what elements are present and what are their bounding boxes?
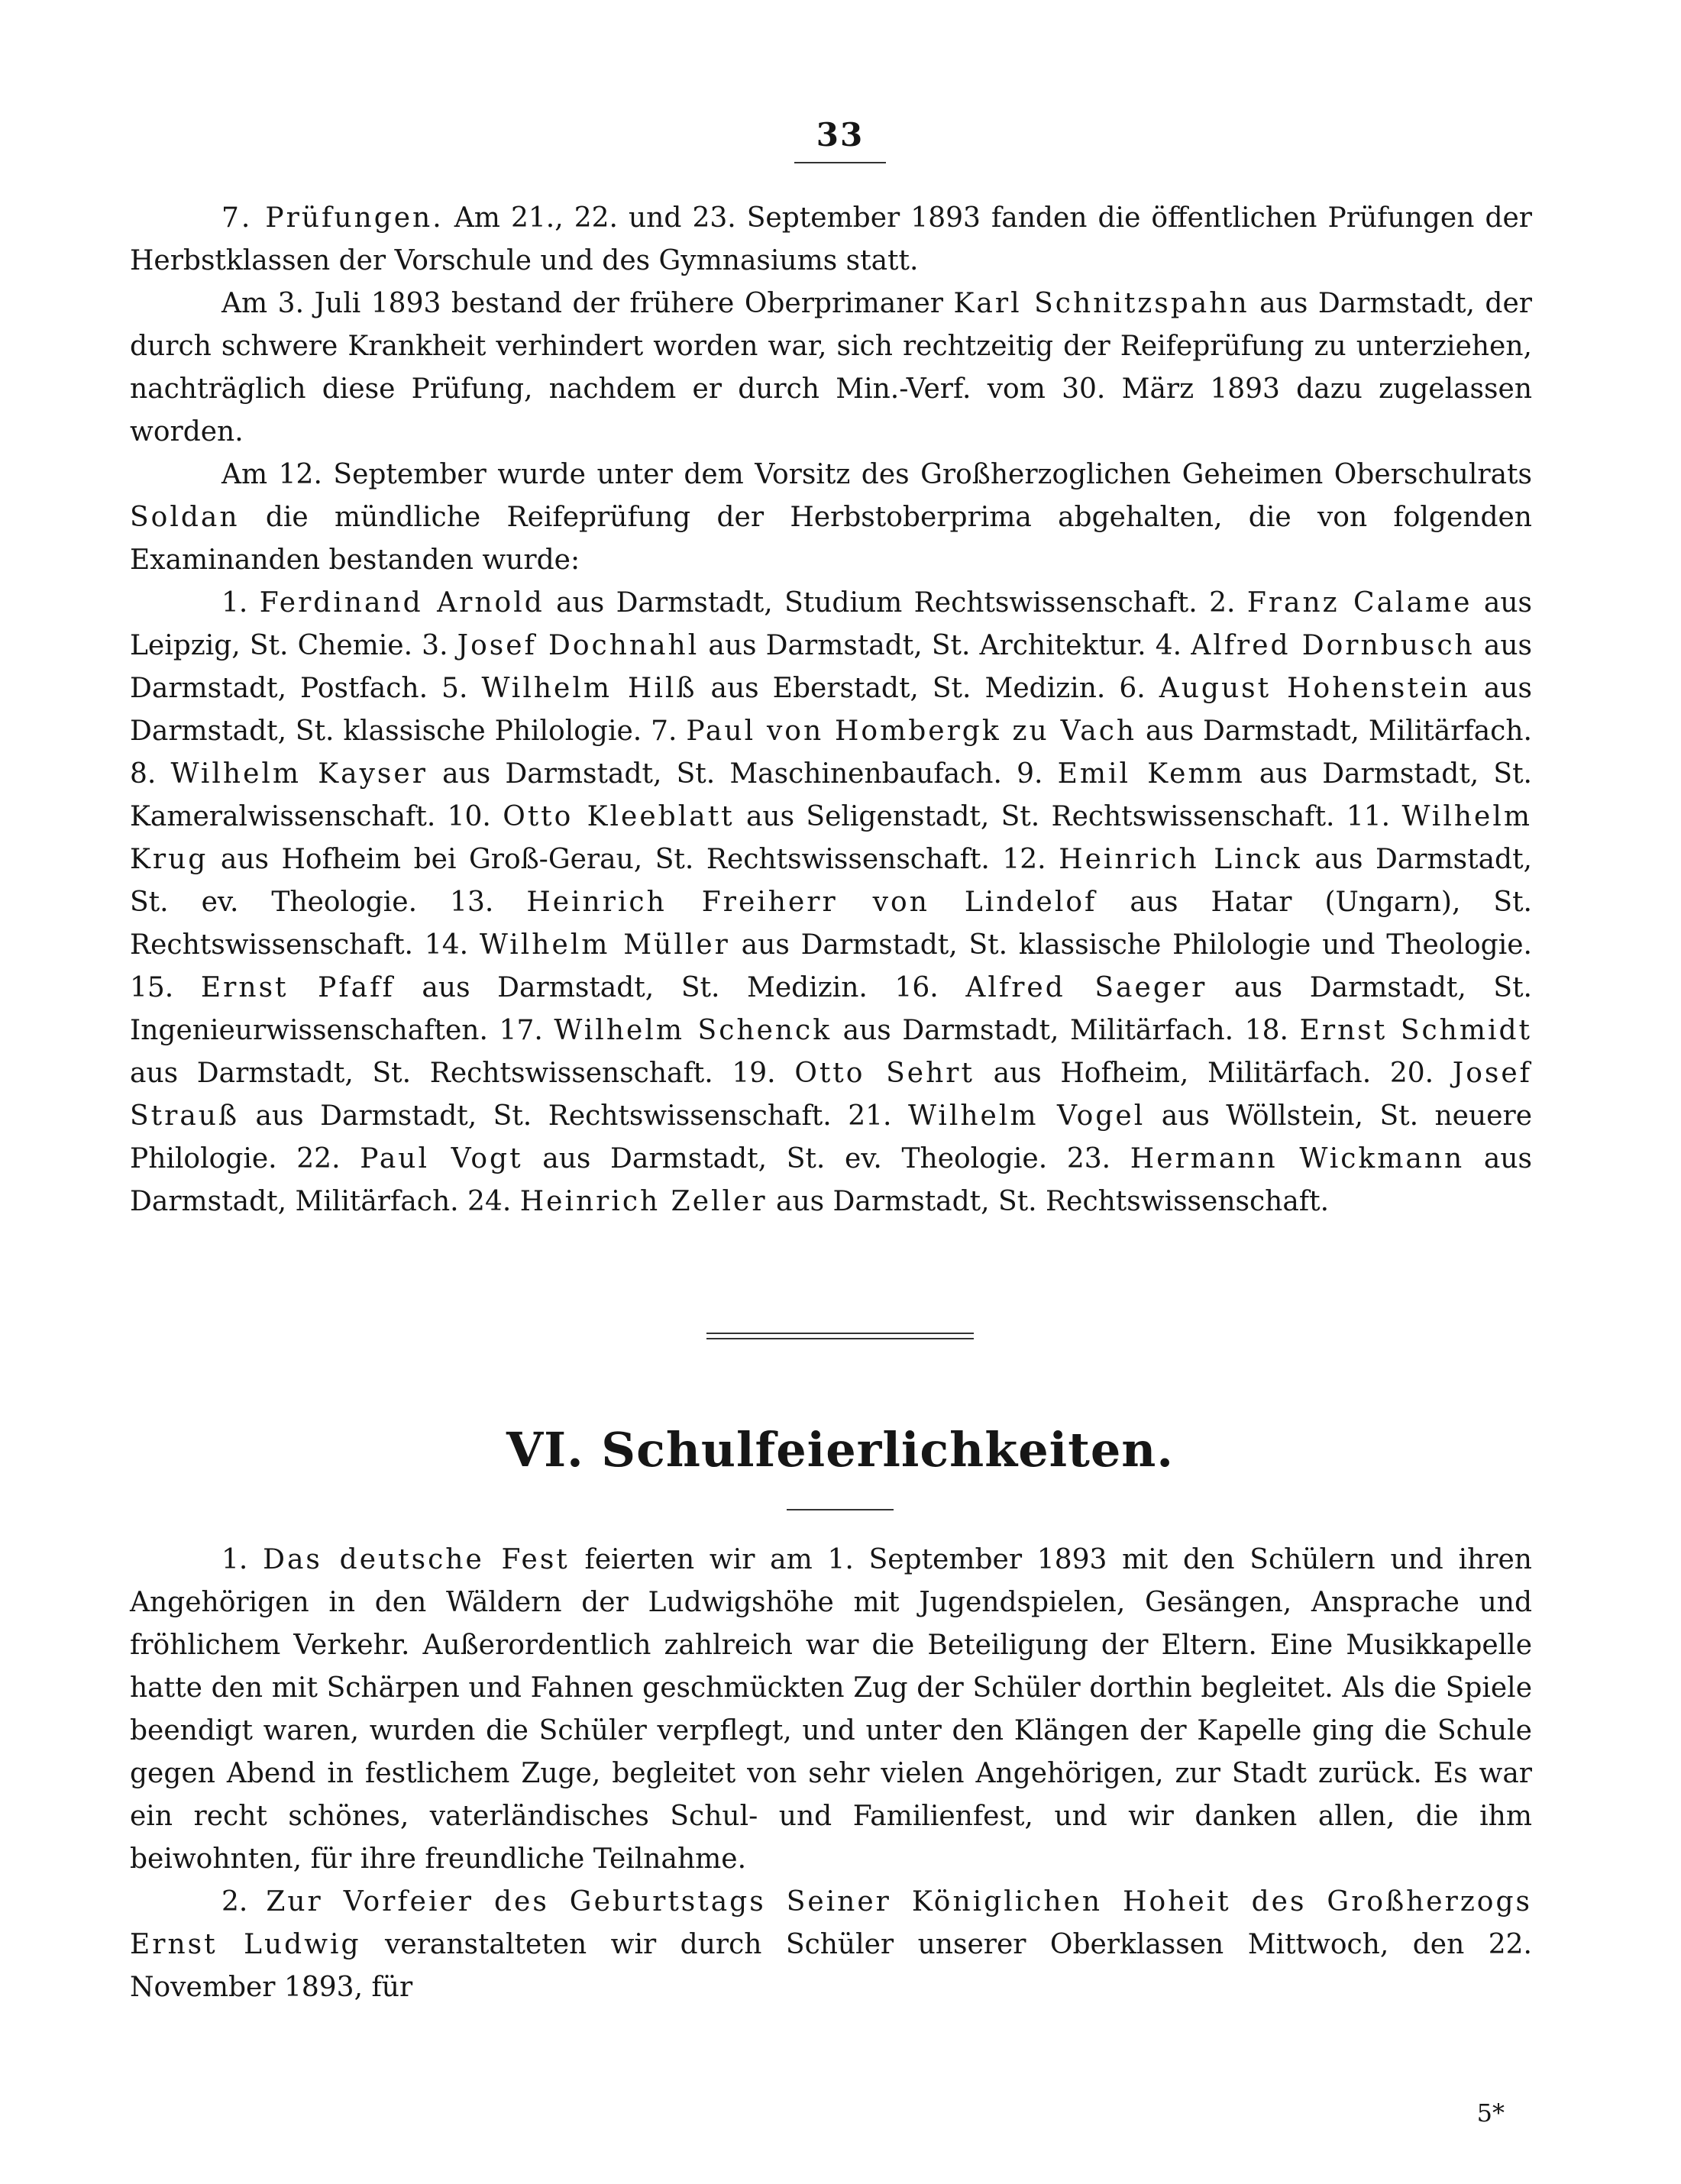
graduate-detail: aus Darmstadt, St. Medizin.: [394, 972, 895, 1003]
paragraph-lead: Das deutsche Fest: [263, 1544, 570, 1575]
graduate-name: Wilhelm Krug: [130, 801, 1532, 875]
graduate-detail: aus Seligenstadt, St. Rechtswissenschaft.: [734, 801, 1346, 832]
section-v-continuation: [130, 197, 1532, 1223]
section-vi-body: [130, 1539, 1532, 2009]
graduate-detail: aus Darmstadt, Postfach.: [130, 630, 1532, 704]
graduate-entry: [221, 587, 1209, 619]
graduate-detail: aus Darmstadt, St. Rechtswissenschaft.: [239, 1100, 849, 1132]
graduate-number: 9.: [1017, 758, 1043, 790]
graduate-detail: aus Darmstadt, St. Maschinenbaufach.: [427, 758, 1017, 790]
graduate-name: Paul Vogt: [360, 1143, 523, 1174]
graduate-detail: aus Hofheim, Militärfach.: [974, 1058, 1390, 1089]
graduate-name: Wilhelm Hilß: [481, 673, 697, 704]
graduate-number: 17.: [499, 1015, 543, 1046]
graduate-number: 21.: [848, 1100, 892, 1132]
person-name: Soldan: [130, 502, 240, 533]
graduate-detail: aus Darmstadt, Studium Rechtswissenschaft.: [544, 587, 1210, 619]
graduate-number: 5.: [441, 673, 468, 704]
title-rule: [787, 1509, 894, 1510]
graduate-number: 4.: [1155, 630, 1182, 661]
paragraph-deutsches-fest: 1. Das deutsche Fest feierten wir am 1. September 1893 mit den Schülern und ihren Angehörigen in den Wäldern der Ludwigshöhe mit Jugendspielen, Gesängen, Ansprache und fröhlichem Verkehr. Außerordentlich zahlreich war die Beteiligung der Eltern. Eine Musikkapelle hatte den mit Schärpen und Fahnen geschmückten Zug der Schüler dorthin begleitet. Als die Spiele beendigt waren, wurden die Schüler verpflegt, und unter den Klängen der Kapelle ging die Schule gegen Abend in festlichem Zuge, begleitet von sehr vielen Angehörigen, zur Stadt zurück. Es war ein recht schönes, vaterländisches Schul- und Familienfest, und wir danken allen, die ihm beiwohnten, für ihre freundliche Teilnahme.: [130, 1544, 1532, 1875]
graduates-list: [130, 582, 1532, 1223]
graduate-number: 3.: [422, 630, 448, 661]
graduate-name: Ferdinand Arnold: [259, 587, 545, 619]
graduate-entry: [422, 630, 1156, 661]
graduate-number: 22.: [296, 1143, 341, 1174]
graduate-number: 6.: [1119, 673, 1146, 704]
graduate-detail: aus Leipzig, St. Chemie.: [130, 587, 1532, 661]
graduate-number: 8.: [130, 758, 157, 790]
graduate-name: Otto Kleeblatt: [503, 801, 735, 832]
graduate-name: Wilhelm Kayser: [170, 758, 428, 790]
graduate-detail: aus Darmstadt, Militärfach.: [130, 1143, 1532, 1217]
graduate-name: Wilhelm Müller: [479, 929, 730, 961]
graduate-number: 18.: [1244, 1015, 1288, 1046]
graduate-name: Josef Strauß: [130, 1058, 1532, 1132]
graduate-number: 23.: [1066, 1143, 1111, 1174]
graduate-name: Franz Calame: [1246, 587, 1472, 619]
graduate-number: 14.: [424, 929, 469, 961]
graduate-detail: aus Darmstadt, Militärfach.: [1136, 716, 1532, 747]
graduate-number: 11.: [1346, 801, 1391, 832]
graduate-number: 13.: [450, 887, 494, 918]
graduate-entry: [732, 1058, 1389, 1089]
graduate-name: Heinrich Zeller: [519, 1186, 768, 1217]
section-title: VI. Schulfeierlichkeiten.: [506, 1422, 1174, 1478]
graduate-number: 20.: [1389, 1058, 1434, 1089]
graduate-number: 24.: [467, 1186, 512, 1217]
paragraph-pruefungen: [130, 197, 1532, 283]
graduate-detail: aus Darmstadt, Militärfach.: [832, 1015, 1245, 1046]
graduate-name: August Hohenstein: [1159, 673, 1470, 704]
graduate-number: 15.: [130, 972, 174, 1003]
graduate-number: 19.: [732, 1058, 776, 1089]
graduate-name: Alfred Saeger: [965, 972, 1207, 1003]
graduate-detail: aus Darmstadt, St. Rechtswissenschaft.: [130, 1058, 732, 1089]
graduate-detail: aus Darmstadt, St. ev. Theologie.: [130, 844, 1533, 918]
page-number-rule: [794, 162, 886, 163]
graduate-entry: [448, 801, 1346, 832]
graduate-name: Paul von Hombergk zu Vach: [686, 716, 1137, 747]
paragraph-label: 7. Prüfungen.: [221, 202, 444, 234]
graduate-detail: aus Darmstadt, St. Ingenieurwissenschaften.: [130, 972, 1532, 1046]
graduate-entry: [499, 1015, 1245, 1046]
graduate-detail: aus Darmstadt, St. Rechtswissenschaft.: [767, 1186, 1330, 1217]
graduate-name: Wilhelm Vogel: [907, 1100, 1146, 1132]
graduate-name: Ernst Pfaff: [200, 972, 395, 1003]
graduate-number: 1.: [221, 587, 248, 619]
graduate-name: Otto Sehrt: [794, 1058, 975, 1089]
graduate-name: Heinrich Freiherr von Lindelof: [526, 887, 1097, 918]
graduate-name: Wilhelm Schenck: [554, 1015, 832, 1046]
paragraph-schnitzspahn: Am 3. Juli 1893 bestand der frühere Oberprimaner Karl Schnitzspahn aus Darmstadt, der durch schwere Krankheit verhindert worden war, sich rechtzeitig der Reifeprüfung zu unterziehen, nachträglich diese Prüfung, nachdem er durch Min.-Verf. vom 30. März 1893 dazu zugelassen worden.: [130, 288, 1532, 447]
graduate-entry: [296, 1143, 1067, 1174]
graduate-detail: aus Darmstadt, St. klassische Philologie.: [130, 673, 1532, 747]
signature-mark: 5*: [1476, 2098, 1505, 2127]
graduate-name: Alfred Dornbusch: [1191, 630, 1475, 661]
graduate-number: 10.: [447, 801, 491, 832]
graduate-detail: aus Darmstadt, St. klassische Philologie und Theologie.: [729, 929, 1532, 961]
graduate-entry: [467, 1186, 1329, 1217]
graduate-detail: aus Eberstadt, St. Medizin.: [697, 673, 1120, 704]
graduate-number: 16.: [894, 972, 939, 1003]
paragraph-text: Am 21., 22. und 23. September 1893 fanden die öffentlichen Prüfungen der Herbstklassen der Vorschule und des Gymnasiums statt.: [130, 202, 1533, 276]
graduate-detail: aus Hofheim bei Groß-Gerau, St. Rechtswissenschaft.: [208, 844, 1003, 875]
person-name: Karl Schnitzspahn: [953, 288, 1249, 319]
graduate-entry: [130, 972, 894, 1003]
graduate-detail: aus Darmstadt, St. ev. Theologie.: [522, 1143, 1067, 1174]
graduate-name: Emil Kemm: [1057, 758, 1245, 790]
graduate-detail: aus Wöllstein, St. neuere Philologie.: [130, 1100, 1532, 1174]
graduate-detail: aus Darmstadt, St. Kameralwissenschaft.: [130, 758, 1532, 832]
section-divider: [706, 1333, 974, 1339]
paragraph-lead: Zur Vorfeier des Geburtstags Seiner Königlichen Hoheit des Großherzogs Ernst Ludwig: [130, 1886, 1532, 1960]
graduate-number: 2.: [1209, 587, 1236, 619]
graduate-detail: aus Darmstadt, St. Architektur.: [699, 630, 1156, 661]
graduate-name: Heinrich Linck: [1059, 844, 1302, 875]
page-number: 33: [816, 116, 865, 153]
graduate-entry: [651, 716, 1532, 747]
graduate-entry: [441, 673, 1119, 704]
graduate-number: 7.: [651, 716, 677, 747]
graduate-number: 12.: [1002, 844, 1046, 875]
graduate-detail: aus Hatar (Ungarn), St. Rechtswissenschaft.: [130, 887, 1532, 961]
graduate-name: Ernst Schmidt: [1299, 1015, 1532, 1046]
graduate-name: Hermann Wickmann: [1130, 1143, 1465, 1174]
graduate-entry: [425, 929, 1532, 961]
paragraph-vorfeier: 2. Zur Vorfeier des Geburtstags Seiner Königlichen Hoheit des Großherzogs Ernst Ludwig veranstalteten wir durch Schüler unserer Oberklassen Mittwoch, den 22. November 1893, für: [130, 1886, 1532, 2003]
paragraph-reifepruefung: Am 12. September wurde unter dem Vorsitz des Großherzoglichen Geheimen Oberschulrats Soldan die mündliche Reifeprüfung der Herbstoberprima abgehalten, die von folgenden Examinanden bestanden wurde:: [130, 459, 1532, 576]
graduate-entry: [130, 758, 1017, 790]
graduate-name: Josef Dochnahl: [457, 630, 700, 661]
